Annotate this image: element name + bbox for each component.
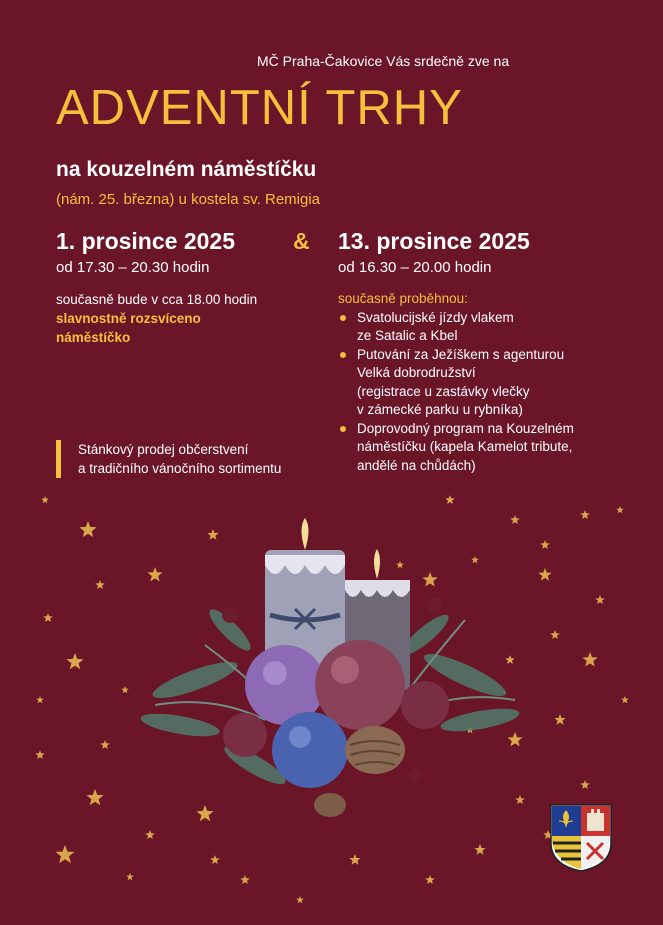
gold-star-icon — [580, 510, 590, 519]
gold-star-icon — [43, 613, 53, 622]
list-item-line: ze Satalic a Kbel — [357, 328, 458, 343]
list-item-line: náměstíčku (kapela Kamelot tribute, — [357, 439, 573, 454]
stall-note-line: Stánkový prodej občerstvení — [78, 442, 249, 457]
bullet-icon — [340, 352, 346, 358]
list-item — [338, 309, 638, 346]
date-second: 13. prosince 2025 — [338, 228, 530, 254]
left-note — [56, 290, 316, 347]
gold-star-icon — [95, 580, 105, 589]
bullet-icon — [340, 315, 346, 321]
left-note-highlight-1: slavnostně rozsvíceno — [56, 311, 201, 326]
list-item — [338, 420, 638, 476]
left-note-text: současně bude v cca 18.00 hodin — [56, 292, 258, 307]
gold-star-icon — [425, 875, 435, 884]
left-note-highlight-2: náměstíčko — [56, 330, 131, 345]
list-item — [338, 346, 638, 420]
program-block — [338, 290, 638, 475]
date-first: 1. prosince 2025 — [56, 228, 235, 254]
location-text: (nám. 25. března) u kostela sv. Remigia — [56, 191, 321, 208]
program-heading: současně proběhnou: — [338, 291, 468, 306]
gold-star-icon — [56, 845, 75, 863]
page-title: ADVENTNÍ TRHY — [56, 81, 463, 135]
list-item-line: (registrace u zastávky vlečky — [357, 383, 530, 399]
gold-star-icon — [35, 750, 45, 759]
gold-star-icon — [349, 854, 360, 865]
gold-star-icon — [126, 873, 134, 880]
intro-text: MČ Praha-Čakovice Vás srdečně zve na — [257, 53, 510, 69]
stall-note-line: a tradičního vánočního sortimentu — [78, 461, 282, 476]
list-item-line: Svatolucijské jízdy vlakem — [357, 309, 514, 325]
list-item-line: andělé na chůdách) — [357, 457, 476, 473]
gold-star-icon — [582, 652, 597, 667]
gold-star-icon — [595, 595, 605, 604]
list-item-line: Putování za Ježíškem s agenturou — [357, 346, 565, 362]
list-item-line: Doprovodný program na Kouzelném — [357, 420, 574, 436]
gold-star-icon — [79, 521, 96, 537]
advent-candles-illustration — [135, 505, 535, 835]
gold-star-icon — [540, 540, 550, 549]
gold-star-icon — [621, 696, 629, 703]
gold-star-icon — [580, 780, 590, 789]
program-list — [338, 309, 638, 476]
list-item-line: Velká dobrodružství — [357, 365, 476, 380]
gold-star-icon — [445, 495, 455, 504]
bullet-icon — [340, 426, 346, 432]
stall-note — [56, 440, 348, 478]
gold-star-icon — [36, 696, 44, 703]
gold-star-icon — [554, 714, 565, 725]
time-first: od 17.30 – 20.30 hodin — [56, 259, 210, 276]
list-item-line: v zámecké parku u rybníka) — [357, 402, 523, 417]
gold-star-icon — [86, 789, 103, 805]
subtitle: na kouzelném náměstíčku — [56, 158, 317, 181]
gold-star-icon — [474, 844, 485, 855]
gold-star-icon — [121, 686, 129, 693]
time-second: od 16.30 – 20.00 hodin — [338, 259, 492, 276]
gold-star-icon — [616, 506, 624, 513]
gold-star-icon — [100, 740, 110, 749]
coat-of-arms-icon — [549, 803, 613, 873]
gold-star-icon — [66, 653, 83, 669]
gold-star-icon — [240, 875, 250, 884]
gold-star-icon — [41, 496, 49, 503]
gold-star-icon — [210, 855, 220, 864]
date-ampersand: & — [293, 228, 310, 254]
gold-star-icon — [538, 568, 551, 581]
gold-star-icon — [296, 896, 304, 903]
gold-star-icon — [550, 630, 560, 639]
